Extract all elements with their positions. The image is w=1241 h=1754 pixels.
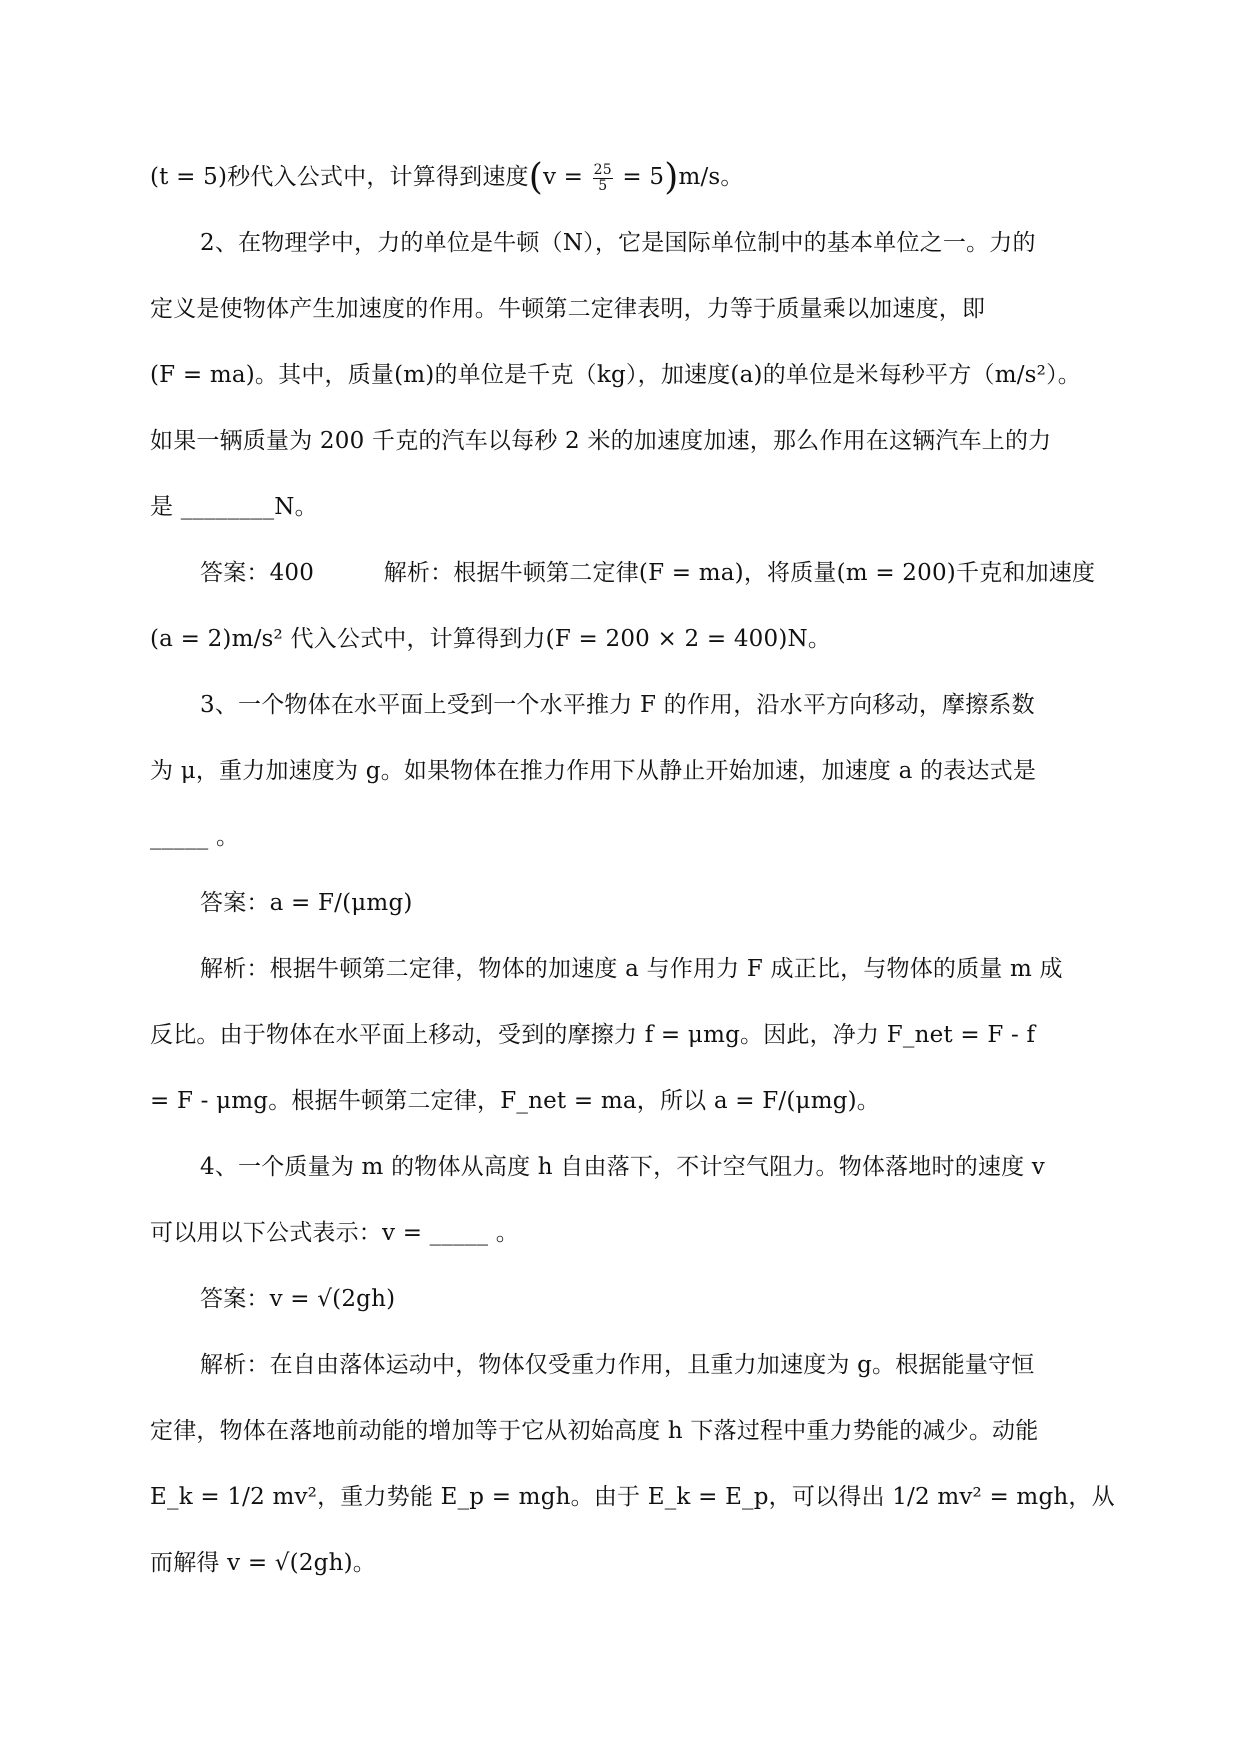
- question-2-line-1: 2、在物理学中，力的单位是牛顿（N），它是国际单位制中的基本单位之一。力的: [200, 230, 1036, 256]
- text-line-1: [150, 157, 1090, 198]
- velocity-result: = 5: [614, 164, 665, 190]
- answer-2-line-2: (a = 2)m/s² 代入公式中，计算得到力(F = 200 × 2 = 400)N。: [150, 626, 832, 652]
- explanation-3-line-2: 反比。由于物体在水平面上移动，受到的摩擦力 f = μmg。因此，净力 F_net = F - f: [150, 1022, 1036, 1048]
- answer-3: 答案：a = F/(μmg): [200, 890, 413, 916]
- question-3-line-3: _____ 。: [150, 824, 240, 850]
- question-2-line-5: 是 ________N。: [150, 494, 318, 520]
- answer-4: 答案：v = √(2gh): [200, 1286, 396, 1312]
- explanation-4-line-4: 而解得 v = √(2gh)。: [150, 1550, 376, 1576]
- paren-close: ): [664, 157, 679, 198]
- fraction-numerator: 25: [593, 161, 612, 178]
- explanation-4-line-2: 定律，物体在落地前动能的增加等于它从初始高度 h 下落过程中重力势能的减少。动能: [150, 1418, 1039, 1444]
- fraction: [593, 163, 613, 194]
- line-1-suffix: m/s。: [678, 164, 744, 190]
- question-2-line-3: (F = ma)。其中，质量(m)的单位是千克（kg），加速度(a)的单位是米每秒平方（m/s²）。: [150, 362, 1081, 388]
- question-2-line-4: 如果一辆质量为 200 千克的汽车以每秒 2 米的加速度加速，那么作用在这辆汽车上的力: [150, 428, 1052, 454]
- question-3-line-2: 为 μ，重力加速度为 g。如果物体在推力作用下从静止开始加速，加速度 a 的表达式是: [150, 758, 1037, 784]
- explanation-3-line-3: = F - μmg。根据牛顿第二定律，F_net = ma，所以 a = F/(μmg)。: [150, 1088, 881, 1114]
- question-2-line-2: 定义是使物体产生加速度的作用。牛顿第二定律表明，力等于质量乘以加速度，即: [150, 296, 986, 322]
- question-4-line-1: 4、一个质量为 m 的物体从高度 h 自由落下，不计空气阻力。物体落地时的速度 v: [200, 1154, 1046, 1180]
- question-3-line-1: 3、一个物体在水平面上受到一个水平推力 F 的作用，沿水平方向移动，摩擦系数: [200, 692, 1035, 718]
- answer-2-line-1: 答案：400 解析：根据牛顿第二定律(F = ma)，将质量(m = 200)千克和加速度: [200, 560, 1096, 586]
- line-1-prefix: (t = 5)秒代入公式中，计算得到速度: [150, 164, 529, 190]
- fraction-denominator: 5: [598, 177, 608, 194]
- explanation-4-line-1: 解析：在自由落体运动中，物体仅受重力作用，且重力加速度为 g。根据能量守恒: [200, 1352, 1035, 1378]
- explanation-3-line-1: 解析：根据牛顿第二定律，物体的加速度 a 与作用力 F 成正比，与物体的质量 m 成: [200, 956, 1063, 982]
- question-4-line-2: 可以用以下公式表示：v = _____ 。: [150, 1220, 519, 1246]
- velocity-symbol: v =: [542, 164, 591, 190]
- paren-open: (: [528, 157, 543, 198]
- explanation-4-line-3: E_k = 1/2 mv²，重力势能 E_p = mgh。由于 E_k = E_p，可以得出 1/2 mv² = mgh，从: [150, 1484, 1115, 1510]
